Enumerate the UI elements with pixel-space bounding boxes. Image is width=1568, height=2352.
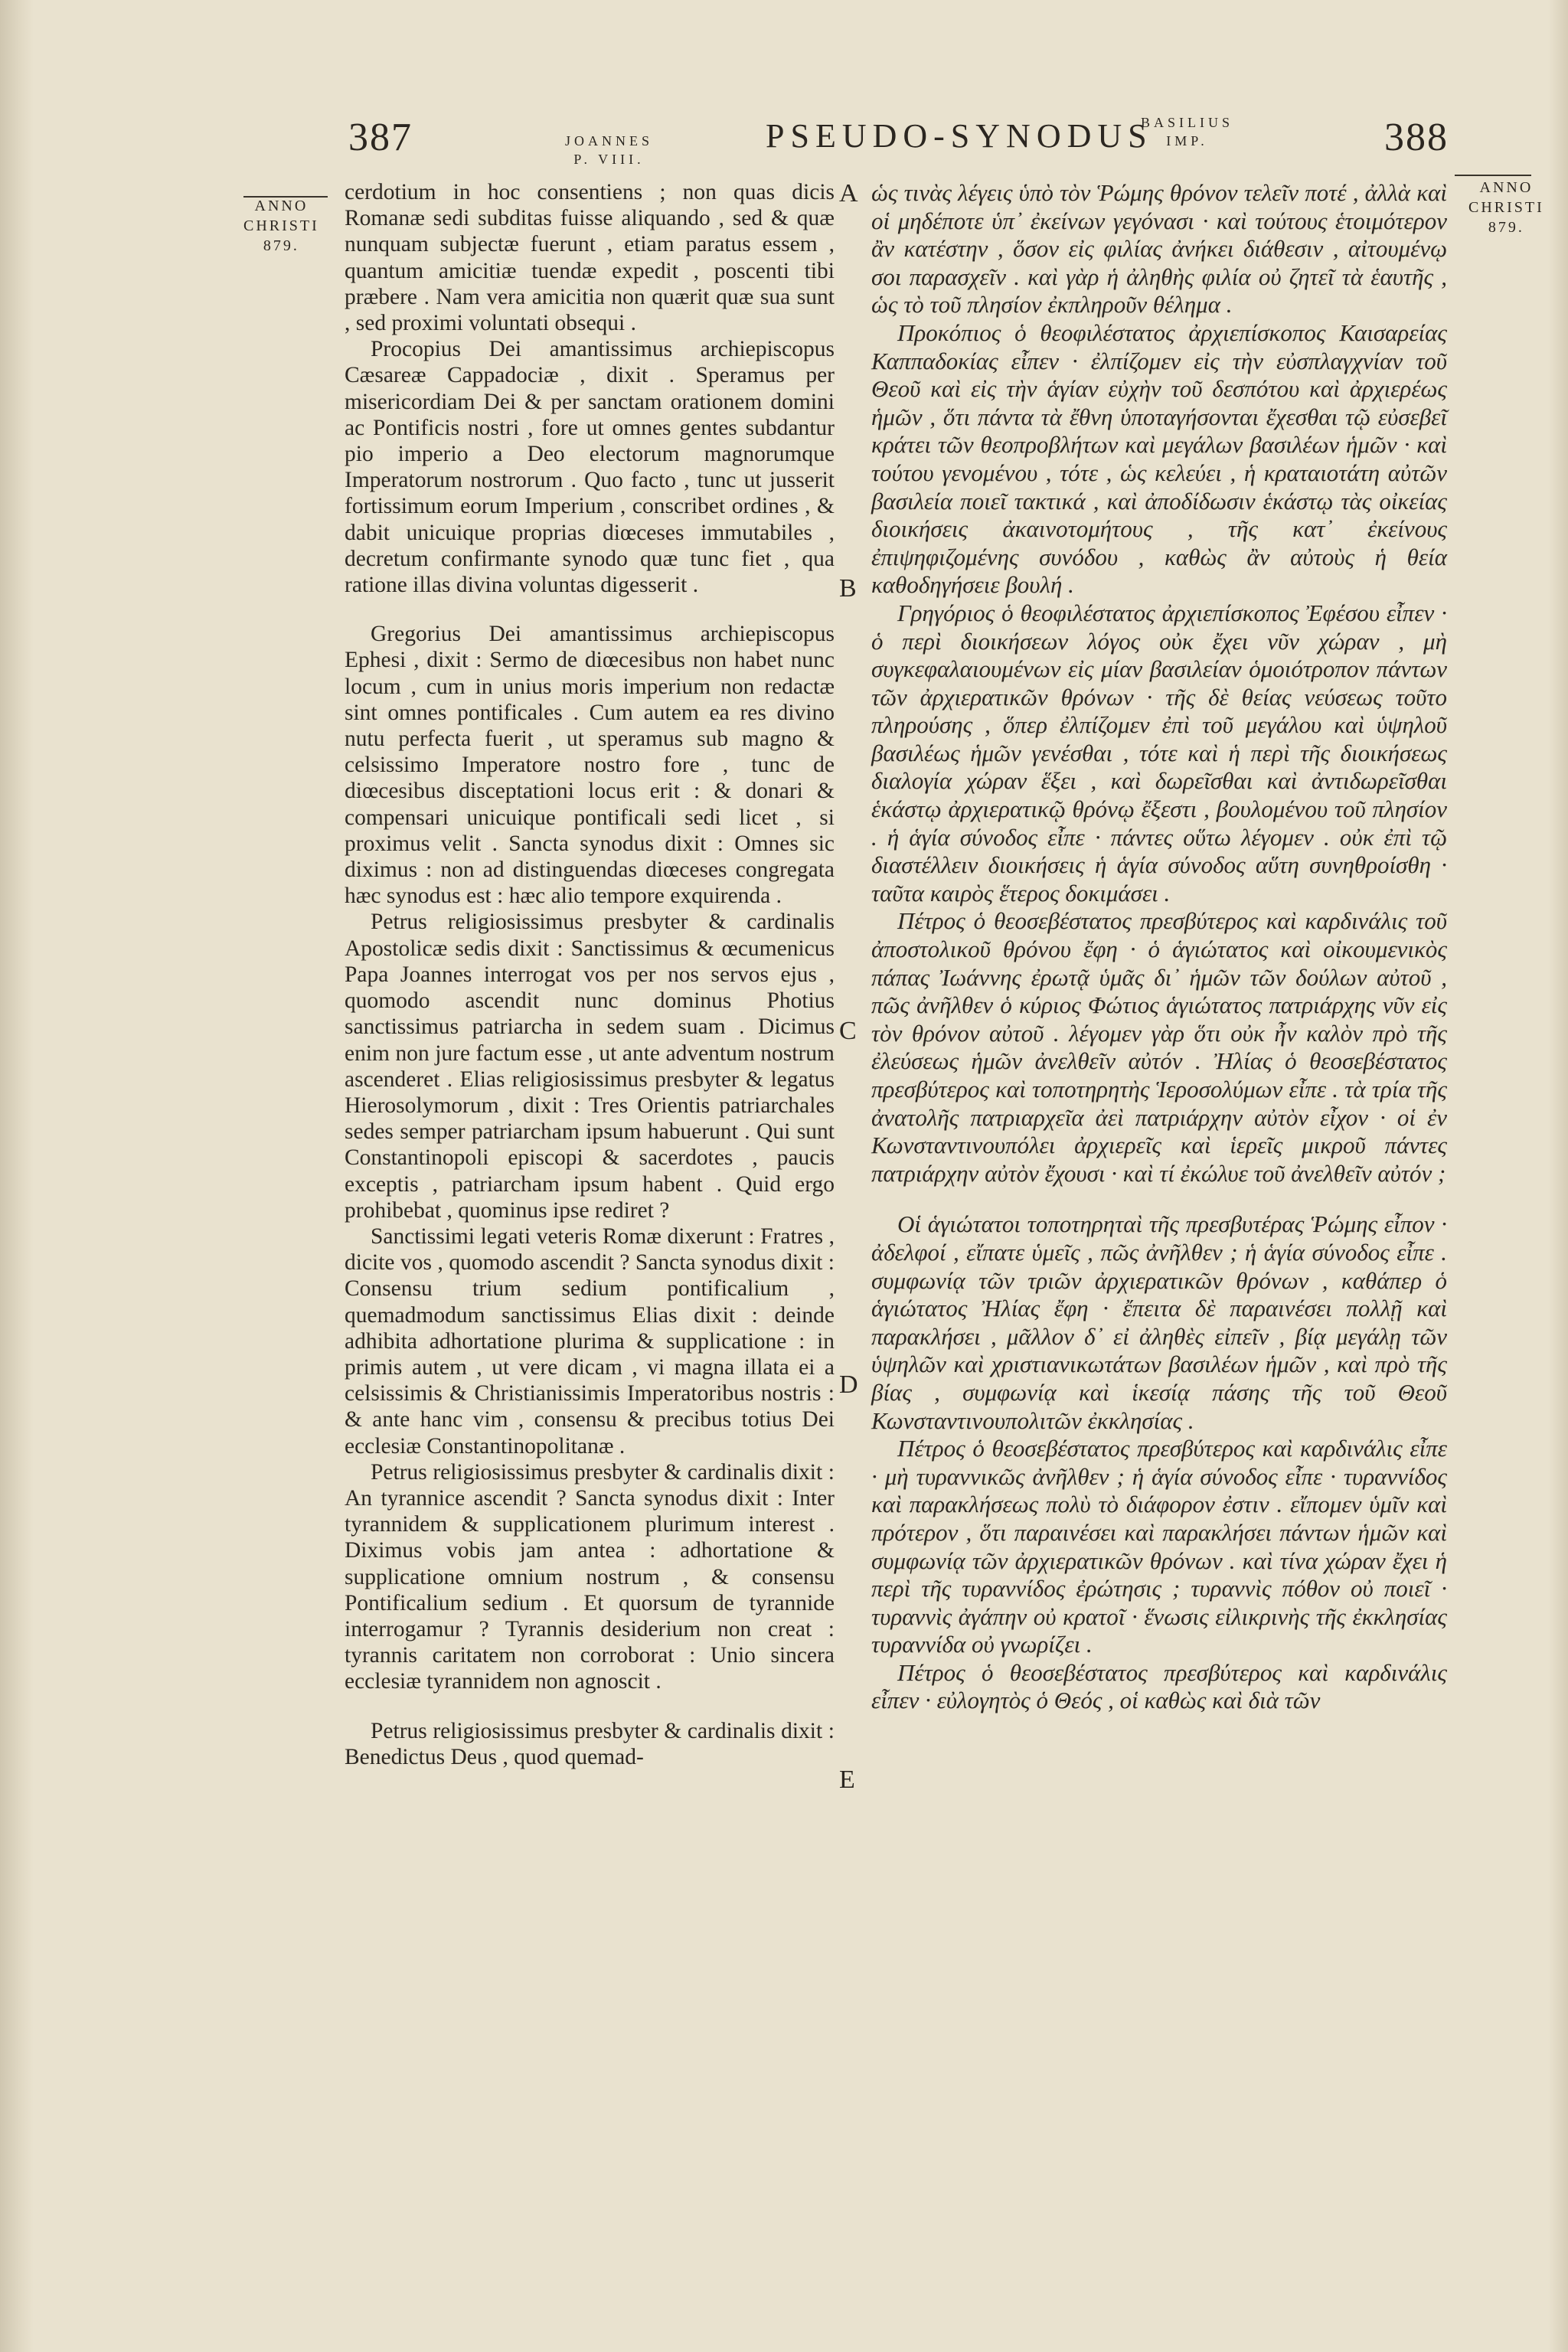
margin-christi: CHRISTI — [243, 217, 319, 234]
section-letter-b: B — [839, 574, 857, 603]
margin-rule-right — [1455, 175, 1531, 176]
section-letter-a: A — [839, 179, 858, 207]
section-letter-d: D — [839, 1370, 858, 1399]
latin-paragraph: cerdotium in hoc consentiens ; non quas dicis Romanæ sedi subditas fuisse aliquando , sed & quæ nunquam subjectæ fuerunt , etiam paratus essem , quantum amicitiæ tuendæ expedit , poscenti tibi præbere . Nam vera amicitia non quærit quæ sua sunt , sed proximi voluntati obsequi . — [345, 180, 835, 336]
latin-paragraph: Petrus religiosissimus presbyter & cardinalis dixit : An tyrannice ascendit ? Sancta synodus dixit : Inter tyrannidem & supplicationem plurimum interest . Diximus vobis jam antea : adhortatione & supplicatione omnium nostrum , & consensu Pontificalium sedium . Et quorsum de tyrannide interrogamur ? Tyrannis desiderium non creat : tyrannis caritatem non corroborat : Unio sincera ecclesiæ tyrannidem non agnoscit . — [345, 1459, 835, 1694]
header-emperor-name: BASILIUS — [1141, 115, 1234, 130]
page-edge-left — [0, 0, 34, 2352]
page-edge-right — [1548, 0, 1568, 2352]
latin-column — [345, 179, 835, 1770]
latin-paragraph: Petrus religiosissimus presbyter & cardinalis Apostolicæ sedis dixit : Sanctissimus & œcumenicus Papa Joannes interrogat vos per nos servos ejus , quomodo ascendit nunc dominus Photius sanctissimus patriarcha in sedem suam . Dicimus enim non jure factum esse , ut ante adventum nostrum ascenderet . Elias religiosissimus presbyter & legatus Hierosolymorum , dixit : Tres Orientis patriarchales sedes semper patriarcham ipsum habuerunt . Qui sunt Constantinopoli episcopi & sacerdotes , paucis exceptis , patriarcham ipsum habent . Quid ergo prohibebat , quominus ipse rediret ? — [345, 910, 835, 1223]
greek-paragraph: Γρηγόριος ὁ θεοφιλέστατος ἀρχιεπίσκοπος Ἐφέσου εἶπεν · ὁ περὶ διοικήσεων λόγος οὐκ ἔχει νῦν χώραν , μὴ συγκεφαλαιουμένων εἰς μίαν βασιλείαν ὁμοιότροπον πάντων τῶν ἀρχιερατικῶν θρόνων · τῆς δὲ θείας νεύσεως τοῦτο πληρούσης , ὅπερ ἐλπίζομεν ἐπὶ τοῦ μεγάλου καὶ ὑψηλοῦ βασιλέως ἡμῶν γενέσθαι , τότε καὶ ἡ περὶ τῆς διοικήσεως διαλογία χώραν ἕξει , καὶ δωρεῖσθαι καὶ ἀντιδωρεῖσθαι ἑκάστῳ ἀρχιερατικῷ θρόνῳ ἔξεστι , βουλομένου τοῦ πλησίον . ἡ ἁγία σύνοδος εἶπε · πάντες οὕτω λέγομεν . οὐκ ἐπὶ τῷ διαστέλλειν διοικήσεις ἡ ἁγία σύνοδος αὕτη συνηθροίσθη · ταῦτα καιρὸς ἕτερος δοκιμάσει . — [871, 599, 1447, 906]
margin-year: 879. — [1488, 219, 1524, 236]
latin-paragraph: Petrus religiosissimus presbyter & cardinalis dixit : Benedictus Deus , quod quemad- — [345, 1718, 835, 1769]
running-title: PSEUDO-SYNODUS — [766, 117, 1153, 155]
greek-paragraph: Οἱ ἁγιώτατοι τοποτηρηταὶ τῆς πρεσβυτέρας Ῥώμης εἶπον · ἀδελφοί , εἴπατε ὑμεῖς , πῶς ἀνῆλθεν ; ἡ ἁγία σύνοδος εἶπε . συμφωνίᾳ τῶν τριῶν ἀρχιερατικῶν θρόνων , καθάπερ ὁ ἁγιώτατος Ἠλίας ἔφη · ἔπειτα δὲ παραινέσει πολλῇ καὶ παρακλήσει , μᾶλλον δ᾽ εἰ ἀληθὲς εἰπεῖν , βίᾳ μεγάλῃ τῶν ὑψηλῶν καὶ χριστιανικωτάτων βασιλέων ἡμῶν , καὶ πρὸ τῆς βίας , συμφωνίᾳ καὶ ἱκεσίᾳ πάσης τῆς τοῦ Θεοῦ Κωνσταντινουπολιτῶν ἐκκλησίας . — [871, 1210, 1447, 1434]
header-pope-number: P. VIII. — [573, 152, 645, 167]
margin-year-right — [1468, 178, 1544, 237]
margin-anno: ANNO — [1479, 179, 1534, 196]
header-emperor-title: IMP. — [1166, 133, 1208, 149]
margin-christi: CHRISTI — [1468, 199, 1544, 216]
latin-paragraph: Sanctissimi legati veteris Romæ dixerunt : Fratres , dicite vos , quomodo ascendit ? Sancta synodus dixit : Consensu trium sedium pontificalium , quemadmodum sanctissimus Elias dixit : deinde adhibita adhortatione plurima & supplicatione : in primis autem , ut vere dicam , vi magna illata ei a celsissimis & Christianissimis Imperatoribus nostris : & ante hanc vim , consensu & precibus totius Dei ecclesiæ Constantinopolitanæ . — [345, 1223, 835, 1459]
greek-paragraph: Πέτρος ὁ θεοσεβέστατος πρεσβύτερος καὶ καρδινάλις εἶπεν · εὐλογητὸς ὁ Θεός , οἱ καθὼς καὶ διὰ τῶν — [871, 1658, 1447, 1714]
section-letter-c: C — [839, 1017, 857, 1045]
page-number-right: 388 — [1384, 116, 1449, 159]
margin-year: 879. — [263, 237, 299, 254]
greek-paragraph: Προκόπιος ὁ θεοφιλέστατος ἀρχιεπίσκοπος Καισαρείας Καππαδοκίας εἶπεν · ἐλπίζομεν εἰς τὴν εὐσπλαγχνίαν τοῦ Θεοῦ καὶ εἰς τὴν ἁγίαν εὐχὴν τοῦ δεσπότου καὶ ἀρχιερέως ἡμῶν , ὅτι πάντα τὰ ἔθνη ὑποταγήσονται ἔχεσθαι τῷ εὐσεβεῖ κράτει τῶν θεοπροβλήτων καὶ μεγάλων βασιλέων ἡμῶν · καὶ τούτου γενομένου , τότε , ὡς κελεύει , ἡ κραταιοτάτη αὐτῶν βασιλεία ποιεῖ τακτικά , καὶ ἀποδίδωσιν ἑκάστῳ τὰς οἰκείας διοικήσεις ἀκαινοτομήτους , τῆς κατ᾽ ἐκείνους ἐπιψηφιζομένης συνόδου , καθὼς ἂν αὐτοὺς ἡ θεία καθοδηγήσειε βουλή . — [871, 318, 1447, 599]
margin-anno: ANNO — [254, 198, 309, 214]
greek-column — [871, 179, 1447, 1715]
header-pope-name: JOANNES — [565, 133, 654, 149]
section-letter-e: E — [839, 1766, 855, 1794]
page-number-left: 387 — [348, 116, 413, 159]
latin-paragraph: Procopius Dei amantissimus archiepiscopus Cæsareæ Cappadociæ , dixit . Speramus per misericordiam Dei & per sanctam orationem domini ac Pontificis nostri , fore ut omnes gentes subdantur pio imperio a Deo electorum magnorumque Imperatorum nostrorum . Quo facto , tunc ut jusserit fortissimum eorum Imperium , conscribet ordines , & dabit unicuique proprias diœceses immutabiles , decretum confirmante synodo quæ tunc fiet , qua ratione illas divina voluntas digesserit . — [345, 337, 835, 598]
header-emperor — [1141, 113, 1233, 150]
header-pope — [565, 132, 653, 168]
latin-paragraph: Gregorius Dei amantissimus archiepiscopus Ephesi , dixit : Sermo de diœcesibus non habet nunc locum , cum in unius moris imperium non redactæ sint omnes pontificales . Cum autem ea res divino nutu perfecta fuerit , ut speramus sub magno & celsissimo Imperatore nostro fore , tunc de diœcesibus disceptationi locus erit : & donari & compensari unicuique pontificali sedi licet , si proximus velit . Sancta synodus dixit : Omnes sic diximus : non ad distinguendas diœceses congregata hæc synodus est : hæc alio tempore exquirenda . — [345, 622, 835, 909]
margin-year-left — [243, 196, 319, 256]
greek-paragraph: Πέτρος ὁ θεοσεβέστατος πρεσβύτερος καὶ καρδινάλις εἶπε · μὴ τυραννικῶς ἀνῆλθεν ; ἡ ἁγία σύνοδος εἶπε · τυραννίδος καὶ παρακλήσεως πολὺ τὸ διάφορον ἐστιν . εἴπομεν ὑμῖν καὶ πρότερον , ὅτι παραινέσει καὶ παρακλήσει πάντων ἡμῶν καὶ συμφωνίᾳ τῶν ἀρχιερατικῶν θρόνων . καὶ τίνα χώραν ἔχει ἡ περὶ τῆς τυραννίδος ἐρώτησις ; τυραννὶς πόθον οὐ ποιεῖ · τυραννὶς ἀγάπην οὐ κρατοῖ · ἕνωσις εἰλικρινὴς τῆς ἐκκλησίας τυραννίδα οὐ γνωρίζει . — [871, 1435, 1447, 1658]
greek-paragraph: Πέτρος ὁ θεοσεβέστατος πρεσβύτερος καὶ καρδινάλις τοῦ ἀποστολικοῦ θρόνου ἔφη · ὁ ἁγιώτατος καὶ οἰκουμενικὸς πάπας Ἰωάννης ἐρωτᾷ ὑμᾶς δι᾽ ἡμῶν τῶν δούλων αὐτοῦ , πῶς ἀνῆλθεν ὁ κύριος Φώτιος ἁγιώτατος πατριάρχης νῦν εἰς τὸν θρόνον αὐτοῦ . λέγομεν γὰρ ὅτι οὐκ ἦν καλὸν πρὸ τῆς ἐλεύσεως ἡμῶν ἀνελθεῖν αὐτόν . Ἠλίας ὁ θεοσεβέστατος πρεσβύτερος καὶ τοποτηρητὴς Ἱεροσολύμων εἶπε . τὰ τρία τῆς ἀνατολῆς πατριαρχεῖα ἀεὶ πατριάρχην αὐτὸν εἶχον · οἱ ἐν Κωνσταντινουπόλει ἀρχιερεῖς καὶ ἱερεῖς μικροῦ πάντες πατριάρχην αὐτὸν ἔχουσι · καὶ τί ἐκώλυε τοῦ ἀνελθεῖν αὐτόν ; — [871, 907, 1447, 1187]
greek-paragraph: ὡς τινὰς λέγεις ὑπὸ τὸν Ῥώμης θρόνον τελεῖν ποτέ , ἀλλὰ καὶ οἱ μηδέποτε ὑπ᾽ ἐκείνων γεγόνασι · καὶ τούτους ἑτοιμότερον ἂν κατέστην , ὅσον εἰς φιλίας ἀνήκει διάθεσιν , αἰτουμένῳ σοι παρασχεῖν . καὶ γὰρ ἡ ἀληθὴς φιλία οὐ ζητεῖ τὰ ἑαυτῆς , ὡς τὸ τοῦ πλησίον ἐκπληροῦν θέλημα . — [871, 179, 1447, 318]
